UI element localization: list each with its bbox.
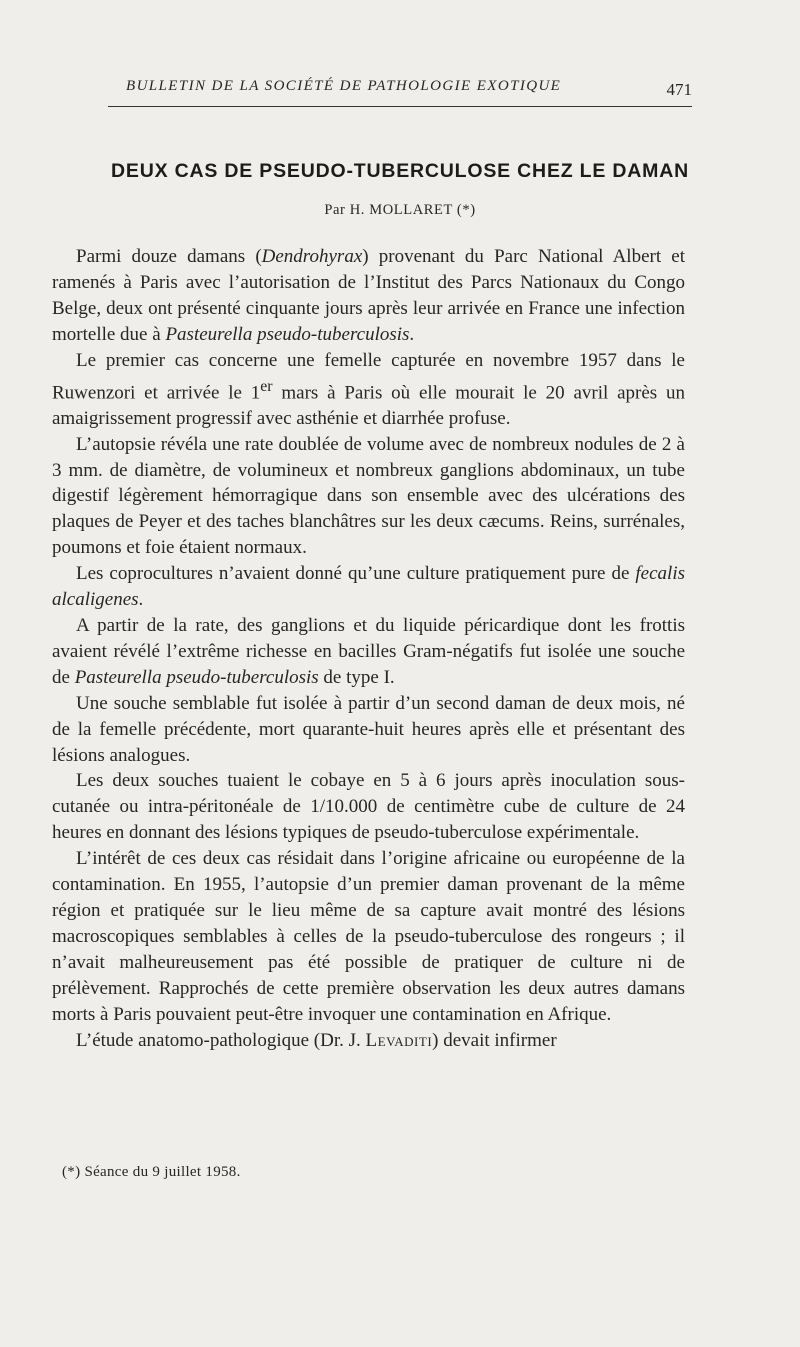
article-body — [52, 244, 685, 1053]
ordinal-suffix: er — [260, 377, 273, 395]
author-byline: Par H. MOLLARET (*) — [324, 202, 476, 218]
paragraph-8: L’intérêt de ces deux cas résidait dans l’origine africaine ou européenne de la contamination. En 1955, l’autopsie d’un premier daman provenant de la même région et pratiquée sur le lieu même de sa capture avait montré des lésions macroscopiques semblables à celles de la pseudo-tuberculose des rongeurs ; il n’avait malheureusement pas été possible de pratiquer de culture ni de prélèvement. Rapprochés de cette première observation les deux autres damans morts à Paris pouvaient peut-être invoquer une contamination en Afrique. — [52, 848, 685, 1025]
journal-name: BULLETIN DE LA SOCIÉTÉ DE PATHOLOGIE EXOTIQUE — [126, 78, 562, 94]
page-number: 471 — [666, 80, 692, 99]
paragraph-1: Parmi douze damans (Dendrohyrax) provenant du Parc National Albert et ramenés à Paris avec l’autorisation de l’Institut des Parcs Nationaux du Congo Belge, deux ont présenté cinquante jours après leur arrivée en France une infection mortelle due à Pasteurella pseudo-tuberculosis. — [52, 246, 686, 345]
species-name: Pasteurella pseudo-tuberculosis — [74, 666, 319, 688]
footnote: (*) Séance du 9 juillet 1958. — [62, 1164, 241, 1180]
paragraph-6: Une souche semblable fut isolée à partir d’un second daman de deux mois, né de la femelle précédente, mort quarante-huit heures après elle et présentant des lésions analogues. — [52, 692, 685, 766]
article-title: DEUX CAS DE PSEUDO-TUBERCULOSE CHEZ LE DAMAN — [111, 160, 689, 182]
paragraph-9: L’étude anatomo-pathologique (Dr. J. Levaditi) devait infirmer — [76, 1029, 557, 1051]
paragraph-4: Les coprocultures n’avaient donné qu’une culture pratiquement pure de fecalis alcaligenes. — [52, 563, 685, 611]
paragraph-3: L’autopsie révéla une rate doublée de volume avec de nombreux nodules de 2 à 3 mm. de diamètre, de volumineux et nombreux ganglions abdominaux, un tube digestif légèrement hémorragique dans son ensemble avec des ulcérations des plaques de Peyer et des taches blanchâtres sur les deux cæcums. Reins, surrénales, poumons et foie étaient normaux. — [52, 433, 685, 559]
author-name: Levaditi — [365, 1029, 433, 1051]
running-header — [108, 74, 692, 107]
species-name: fecalis alcaligenes — [52, 563, 685, 611]
paragraph-5: A partir de la rate, des ganglions et du liquide péricardique dont les frottis avaient révélé l’extrême richesse en bacilles Gram-négatifs fut isolée une souche de Pasteurella pseudo-tuberculosis de type I. — [52, 615, 685, 688]
genus-name: Dendrohyrax — [261, 246, 363, 267]
paragraph-7: Les deux souches tuaient le cobaye en 5 à 6 jours après inoculation sous-cutanée ou intra-péritonéale de 1/10.000 de centimètre cube de culture de 24 heures en donnant des lésions typiques de pseudo-tuberculose expérimentale. — [52, 770, 685, 844]
paragraph-2: Le premier cas concerne une femelle capturée en novembre 1957 dans le Ruwenzori et arrivée le 1er mars à Paris où elle mourait le 20 avril après un amaigrissement progressif avec asthénie et diarrhée profuse. — [52, 349, 685, 429]
species-name: Pasteurella pseudo-tuberculosis — [165, 323, 410, 345]
